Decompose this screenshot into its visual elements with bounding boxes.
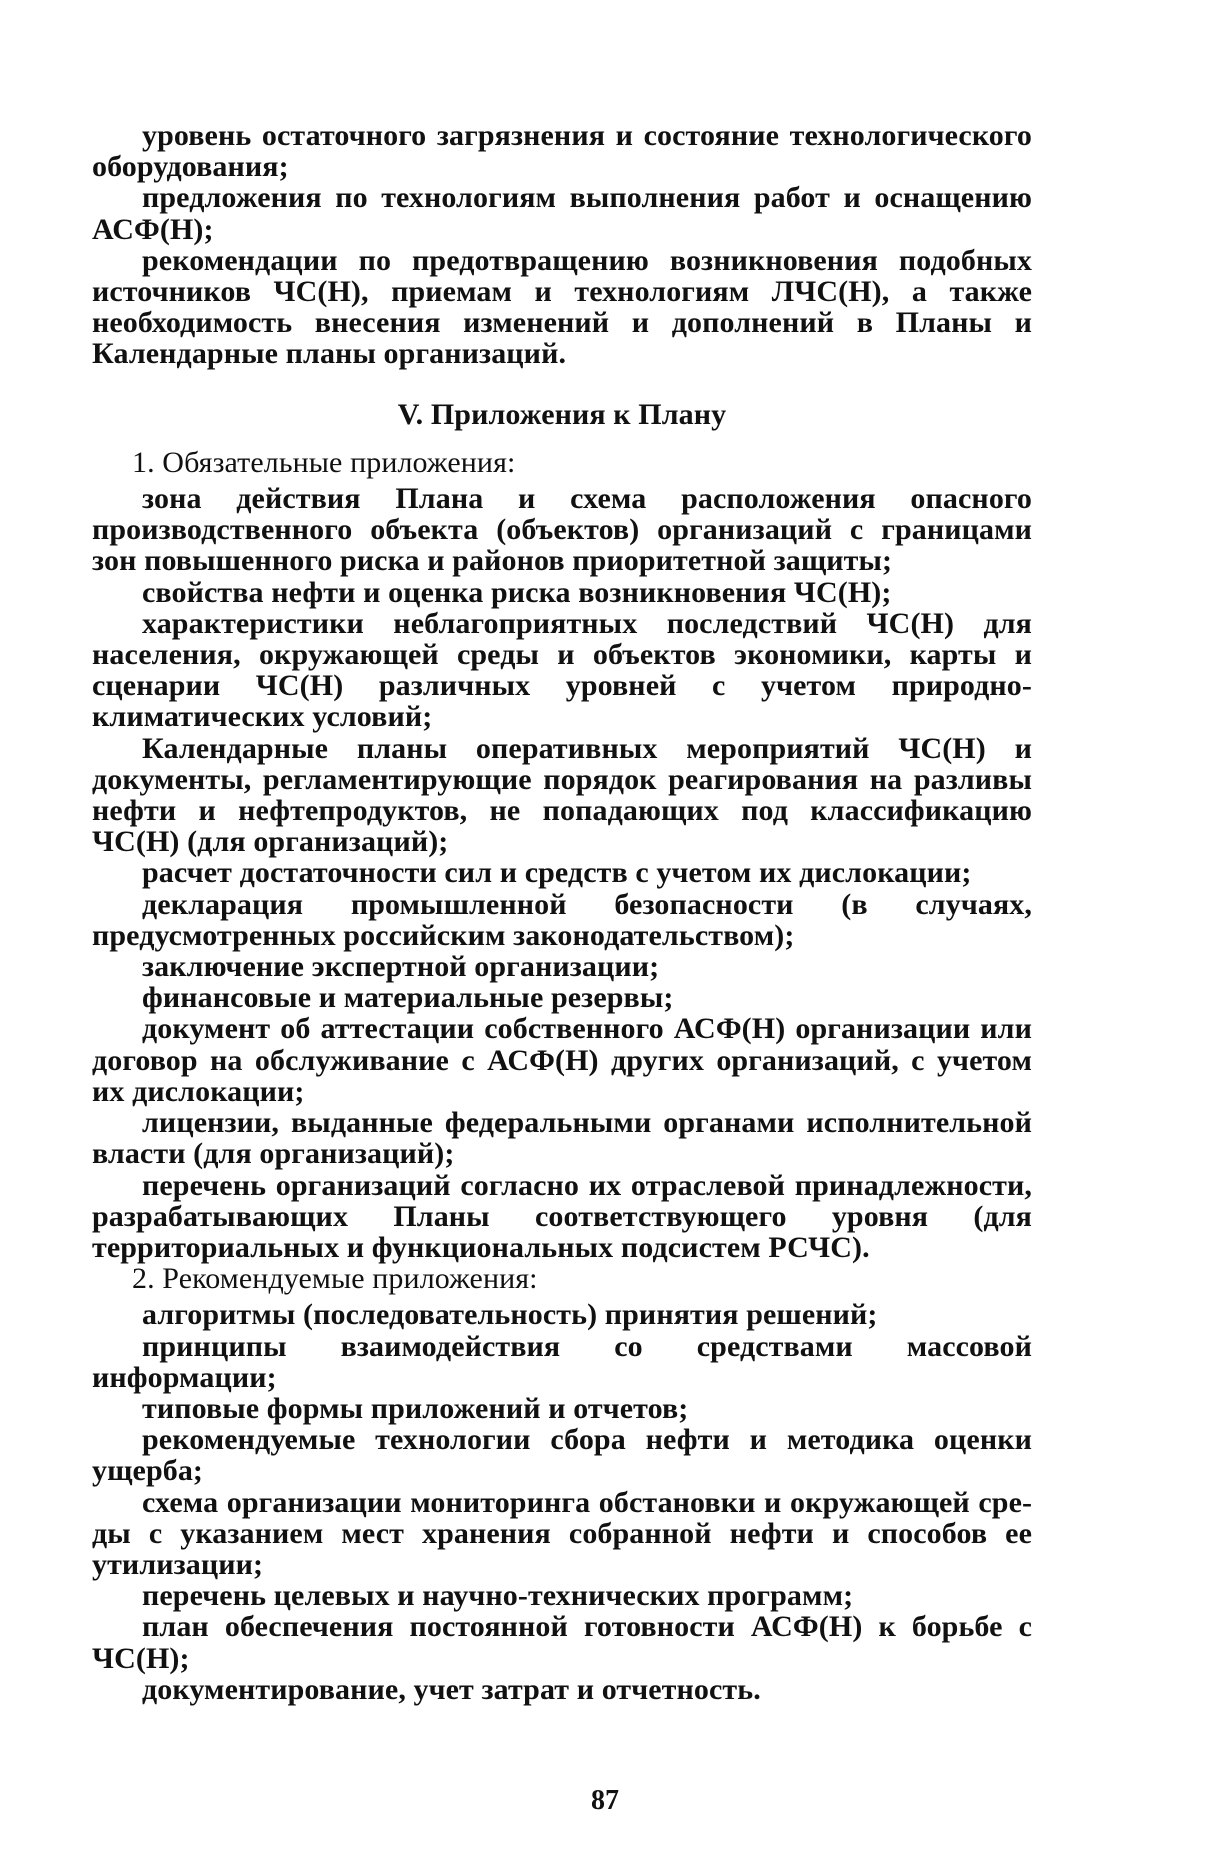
mandatory-item: расчет достаточности сил и средств с учетом их дислокации; <box>142 856 972 890</box>
mandatory-item: перечень организаций согласно их отраслевой принадлежности, разрабатывающих Планы соответствующего уровня (для территориальных и функциональных подсистем РСЧС). <box>92 1168 1032 1264</box>
intro-item: уровень остаточного загрязнения и состояние технологического оборудования; <box>92 119 1032 184</box>
mandatory-item: свойства нефти и оценка риска возникновения ЧС(Н); <box>142 575 892 609</box>
recommended-item: типовые формы приложений и отчетов; <box>142 1391 689 1425</box>
mandatory-item: лицензии, выданные федеральными органами исполнительной власти (для организаций); <box>92 1106 1032 1171</box>
section-heading: V. Приложения к Плану <box>397 397 727 431</box>
mandatory-item: характеристики неблагоприятных последствий ЧС(Н) для населения, окружающей среды и объектов экономики, карты и сценарии ЧС(Н) различных уровней с учетом природно-климатических условий; <box>92 606 1032 734</box>
mandatory-item: Календарные планы оперативных мероприятий ЧС(Н) и документы, регламентирующие порядок реагирования на разливы нефти и нефтепродуктов, не попадающих под классификацию ЧС(Н) (для организаций); <box>92 731 1032 859</box>
document-page <box>92 120 1032 1705</box>
recommended-item: рекомендуемые технологии сбора нефти и методика оценки ущерба; <box>92 1423 1032 1488</box>
recommended-item: принципы взаимодействия со средствами массовой информации; <box>92 1329 1032 1394</box>
recommended-item: перечень целевых и научно-технических программ; <box>142 1579 854 1613</box>
mandatory-item: зона действия Плана и схема расположения опасного производственного объекта (объектов) организаций с границами зон повышенного риска и районов приоритетной защиты; <box>92 482 1032 578</box>
recommended-item: схема организации мониторинга обстановки и окружающей среды с указанием мест хранения собранной нефти и способов ее утилизации; <box>92 1485 1032 1581</box>
recommended-item: план обеспечения постоянной готовности АСФ(Н) к борьбе с ЧС(Н); <box>92 1610 1032 1675</box>
intro-item: предложения по технологиям выполнения работ и оснащению АСФ(Н); <box>92 181 1032 246</box>
mandatory-heading: 1. Обязательные приложения: <box>132 445 516 479</box>
recommended-heading: 2. Рекомендуемые приложения: <box>132 1262 538 1296</box>
recommended-item: документирование, учет затрат и отчетность. <box>142 1672 761 1706</box>
page-number: 87 <box>591 1785 619 1816</box>
mandatory-item: документ об аттестации собственного АСФ(Н) организации или договор на обслуживание с АСФ(Н) других организаций, с учетом их дислокации; <box>92 1012 1032 1108</box>
intro-item: рекомендации по предотвращению возникновения подобных источников ЧС(Н), приемам и технологиям ЛЧС(Н), а также необходимость внесения изменений и дополнений в Планы и Календарные планы организаций. <box>92 243 1032 371</box>
recommended-item: алгоритмы (последовательность) принятия решений; <box>142 1298 878 1332</box>
mandatory-item: заключение экспертной организации; <box>142 950 660 984</box>
mandatory-item: декларация промышленной безопасности (в случаях, предусмотренных российским законодательством); <box>92 887 1032 952</box>
mandatory-item: финансовые и материальные резервы; <box>142 981 674 1015</box>
